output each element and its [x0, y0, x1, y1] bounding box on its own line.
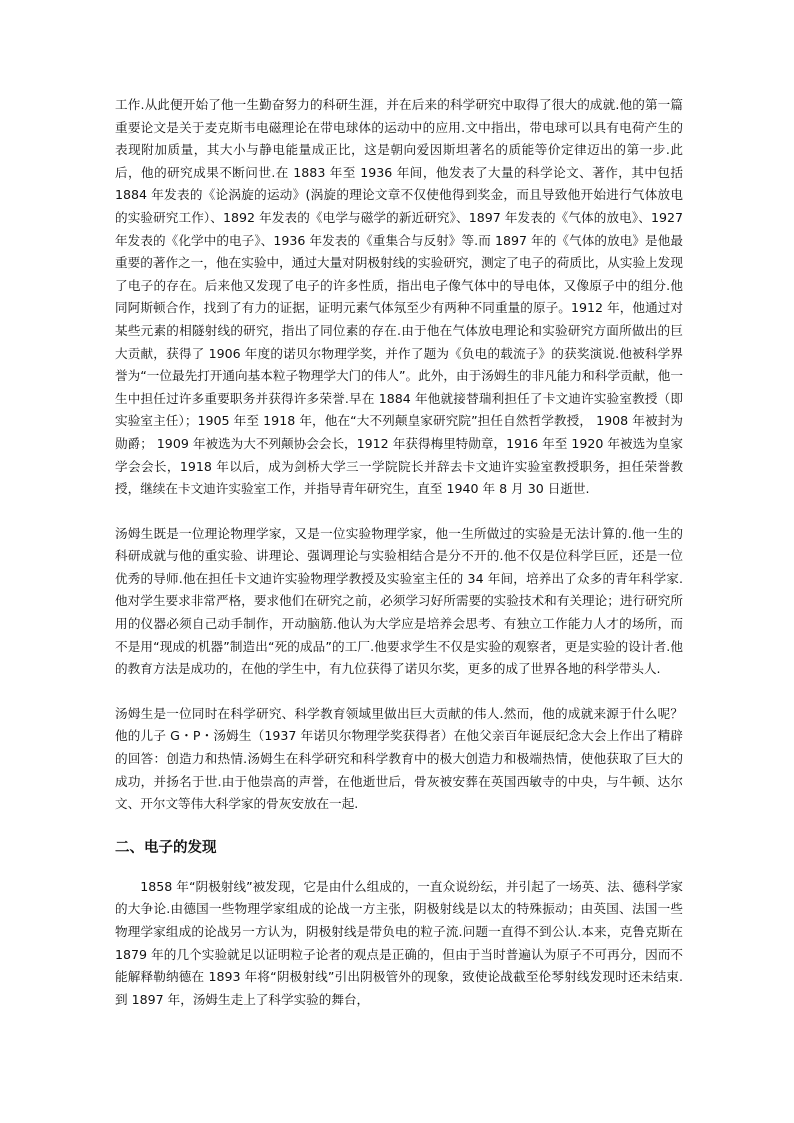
paragraph-legacy: 汤姆生是一位同时在科学研究、科学教育领域里做出巨大贡献的伟人.然而，他的成就来源于什么呢？他的儿子 G・P・汤姆生（1937 年诺贝尔物理学奖获得者）在他父亲百年诞辰纪念大会上作出了精辟的回答：创造力和热情.汤姆生在科学研究和科学教育中的极大创造力和极端热情，使他获取了巨大的成功，并扬名于世.由于他崇高的声誉，在他逝世后，骨灰被安葬在英国西敏寺的中央，与牛顿、达尔文、开尔文等伟大科学家的骨灰安放在一起. — [115, 705, 683, 812]
document-page — [115, 94, 683, 1011]
paragraph-electron-discovery: 1858 年“阴极射线”被发现，它是由什么组成的，一直众说纷纭，并引起了一场英、法、德科学家的大争论.由德国一些物理学家组成的论战一方主张，阴极射线是以太的特殊振动；由英国、法国一些物理学家组成的论战另一方认为，阴极射线是带负电的粒子流.问题一直得不到公认.本来，克鲁克斯在 1879 年的几个实验就足以证明粒子论者的观点是正确的，但由于当时普遍认为原子不可再分，因而不能解释勒纳德在 1893 年将“阴极射线”引出阴极管外的现象，致使论战截至伦琴射线发现时还未结束.到 1897 年，汤姆生走上了科学实验的舞台， — [115, 878, 683, 1007]
paragraph-teacher: 汤姆生既是一位理论物理学家，又是一位实验物理学家，他一生所做过的实验是无法计算的.他一生的科研成就与他的重实验、讲理论、强调理论与实验相结合是分不开的.他不仅是位科学巨匠，还是一位优秀的导师.他在担任卡文迪许实验物理学教授及实验室主任的 34 年间，培养出了众多的青年科学家.他对学生要求非常严格，要求他们在研究之前，必须学习好所需要的实验技术和有关理论；进行研究所用的仪器必须自己动手制作，开动脑筋.他认为大学应是培养会思考、有独立工作能力人才的场所，而不是用“现成的机器”制造出“死的成品”的工厂.他要求学生不仅是实验的观察者，更是实验的设计者.他的教育方法是成功的，在他的学生中，有九位获得了诺贝尔奖，更多的成了世界各地的科学带头人. — [115, 525, 683, 677]
paragraph-career: 工作.从此便开始了他一生勤奋努力的科研生涯，并在后来的科学研究中取得了很大的成就.他的第一篇重要论文是关于麦克斯韦电磁理论在带电球体的运动中的应用.文中指出，带电球可以具有电荷产生的表现附加质量，其大小与静电能量成正比，这是朝向爱因斯坦著名的质能等价定律迈出的第一步.此后，他的研究成果不断问世.在 1883 年至 1936 年间，他发表了大量的科学论文、著作，其中包括 1884 年发表的《论涡旋的运动》(涡旋的理论文章不仅使他得到奖金，而且导致他开始进行气体放电的实验研究工作）、1892 年发表的《电学与磁学的新近研究》、1897 年发表的《气体的放电》、1927 年发表的《化学中的电子》、1936 年发表的《重集合与反射》等.而 1897 年的《气体的放电》是他最重要的著作之一，他在实验中，通过大量对阴极射线的实验研究，测定了电子的荷质比，从实验上发现了电子的存在。后来他又发现了电子的许多性质，指出电子像气体中的导电体，又像原子中的组分.他同阿斯顿合作，找到了有力的证据，证明元素气体氖至少有两种不同重量的原子。1912 年，他通过对某些元素的相隧射线的研究，指出了同位素的存在.由于他在气体放电理论和实验研究方面所做出的巨大贡献，获得了 1906 年度的诺贝尔物理学奖，并作了题为《负电的载流子》的获奖演说.他被科学界誉为“一位最先打开通向基本粒子物理学大门的伟人”。此外，由于汤姆生的非凡能力和科学贡献，他一生中担任过许多重要职务并获得许多荣誉.早在 1884 年他就接替瑞利担任了卡文迪许实验室教授（即实验室主任）；1905 年至 1918 年，他在“大不列颠皇家研究院”担任自然哲学教授， 1908 年被封为勋爵； 1909 年被选为大不列颠协会会长，1912 年获得梅里特勋章，1916 年至 1920 年被选为皇家学会会长，1918 年以后，成为剑桥大学三一学院院长并辞去卡文迪许实验室教授职务，担任荣誉教授，继续在卡文迪许实验室工作，并指导青年研究生，直至 1940 年 8 月 30 日逝世. — [115, 97, 683, 497]
section-heading: 二、电子的发现 — [115, 839, 217, 856]
